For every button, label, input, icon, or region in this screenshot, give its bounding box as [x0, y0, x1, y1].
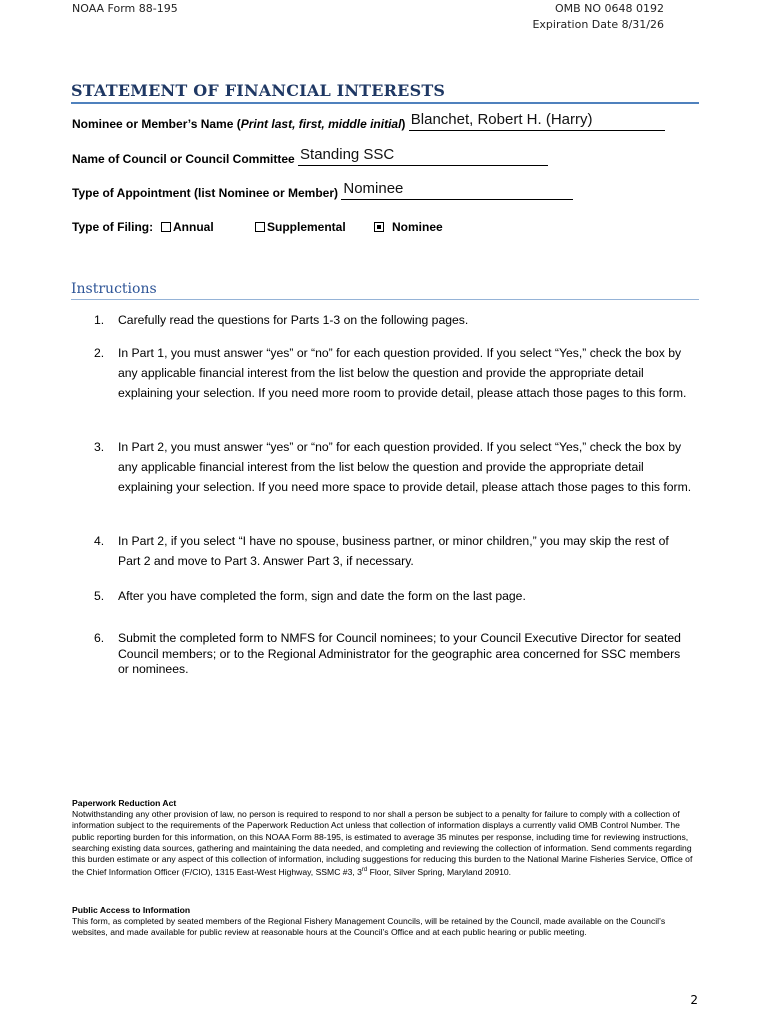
instructions-heading: Instructions	[71, 281, 699, 300]
appointment-type-label: Type of Appointment (list Nominee or Member)	[72, 186, 339, 200]
instruction-item-4: 4. In Part 2, if you select “I have no spouse, business partner, or minor children,” you may skip the rest of Part 2 and move to Part 3. Answer Part 3, if necessary.	[94, 534, 669, 568]
paperwork-reduction-section	[72, 798, 700, 878]
nominee-name-label: Nominee or Member’s Name (Print last, first, middle initial)	[72, 117, 406, 131]
public-access-heading: Public Access to Information	[72, 905, 191, 915]
appointment-type-value: Nominee	[343, 180, 404, 197]
filing-type-label: Type of Filing:	[72, 220, 154, 234]
instruction-item-2: 2. In Part 1, you must answer “yes” or “no” for each question provided. If you select “Yes,” check the box by any applicable financial interest from the list below the question and provide the appropriate detail explaining your selection. If you need more room to provide detail, please attach those pages to this form.	[94, 346, 687, 400]
filing-option-supplemental[interactable]: Supplemental	[255, 220, 346, 234]
paperwork-text: Notwithstanding any other provision of law, no person is required to respond to nor shall a person be subject to a penalty for failure to comply with a collection of information subject to the requirements of the Paperwork Reduction Act unless that collection of information displays a currently valid OMB Control Number. The public reporting burden for this information, on this NOAA Form 88-195, is estimated to average 35 minutes per response, including time for reviewing instructions, searching existing data sources, gathering and maintaining the data needed, and completing and reviewing the collection of information. Send comments regarding this burden estimate or any aspect of this collection of information, including suggestions for reducing this burden to the National Marine Fisheries Service, Office of the Chief Information Officer (F/CIO), 1315 East-West Highway, SSMC #3, 3rd Floor, Silver Spring, Maryland 20910.	[72, 809, 693, 878]
nominee-checkbox[interactable]	[374, 222, 384, 232]
form-number: NOAA Form 88-195	[72, 2, 178, 15]
annual-checkbox[interactable]	[161, 222, 171, 232]
filing-option-annual[interactable]: Annual	[161, 220, 214, 234]
nominee-name-field[interactable]	[409, 111, 665, 131]
filing-type-row	[72, 220, 472, 236]
supplemental-checkbox[interactable]	[255, 222, 265, 232]
nominee-name-value: Blanchet, Robert H. (Harry)	[410, 111, 593, 128]
page-number: 2	[690, 993, 698, 1007]
instruction-item-3: 3. In Part 2, you must answer “yes” or “no” for each question provided. If you select “Yes,” check the box by any applicable financial interest from the list below the question and provide the appropriate detail explaining your selection. If you need more space to provide detail, please attach those pages to this form.	[94, 440, 692, 494]
expiration-date: Expiration Date 8/31/26	[532, 18, 664, 31]
council-name-value: Standing SSC	[300, 146, 395, 163]
omb-number: OMB NO 0648 0192	[554, 2, 664, 15]
paperwork-heading: Paperwork Reduction Act	[72, 798, 177, 808]
appointment-type-field[interactable]	[341, 180, 573, 200]
appointment-type-row	[72, 180, 573, 200]
instruction-item-6: 6. Submit the completed form to NMFS for Council nominees; to your Council Executive Director for seated Council members; or to the Regional Administrator for the geographic area concerned for SSC members or nominees.	[94, 631, 681, 676]
instruction-item-1: 1. Carefully read the questions for Parts 1-3 on the following pages.	[94, 313, 469, 327]
council-name-row	[72, 146, 548, 166]
page-title: STATEMENT OF FINANCIAL INTERESTS	[71, 81, 699, 104]
council-name-label: Name of Council or Council Committee	[72, 152, 295, 166]
nominee-name-row	[72, 111, 665, 131]
filing-option-nominee[interactable]: Nominee	[374, 220, 443, 234]
council-name-field[interactable]	[298, 146, 548, 166]
public-access-text: This form, as completed by seated members of the Regional Fishery Management Councils, will be retained by the Council, made available on the Council’s websites, and made available for public review at reasonable hours at the Council’s Office and at each public hearing or public meeting.	[72, 916, 666, 938]
public-access-section	[72, 905, 700, 939]
instruction-item-5: 5. After you have completed the form, sign and date the form on the last page.	[94, 589, 526, 603]
